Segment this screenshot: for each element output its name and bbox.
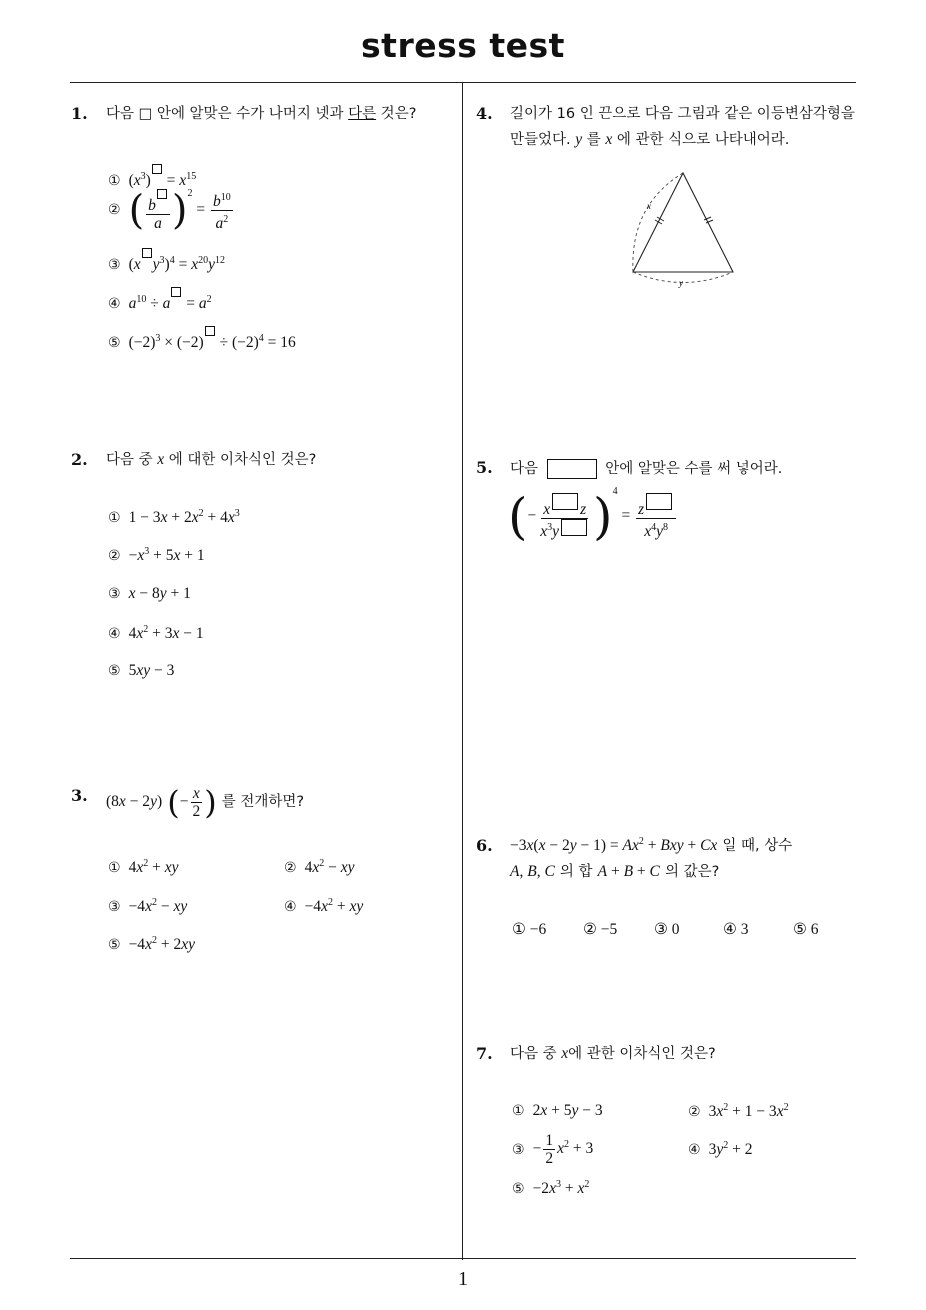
- q2-option-2-marker: ②: [108, 548, 121, 564]
- q3-option-3[interactable]: ③ $-4x^2$ − xy: [108, 897, 188, 915]
- q7-option-1-marker: ①: [512, 1103, 525, 1119]
- page-number: 1: [458, 1268, 468, 1290]
- q7-text-b: 에 관한 이차식인 것은?: [568, 1046, 716, 1062]
- q5-number: 5.: [476, 458, 493, 477]
- q2-option-5-marker: ⑤: [108, 663, 121, 679]
- q7-option-4-marker: ④: [688, 1142, 701, 1158]
- q3-text: 를 전개하면?: [221, 794, 305, 810]
- q5-text-a: 다음: [510, 461, 539, 477]
- q1-text-b: 것은?: [376, 106, 417, 122]
- q7-option-4[interactable]: ④ $3y^2 + 2$: [688, 1140, 753, 1158]
- q4-fig-x-label: x: [647, 201, 651, 211]
- q2-option-4-marker: ④: [108, 626, 121, 642]
- q6-number: 6.: [476, 836, 493, 855]
- q6-line2-text-a: 의 합: [559, 864, 593, 880]
- q1-option-4-marker: ④: [108, 296, 121, 312]
- q5-text-b: 안에 알맞은 수를 써 넣어라.: [605, 461, 783, 477]
- q3-number: 3.: [71, 786, 88, 805]
- q4-text-line2: 만들었다. y 를 x 에 관한 식으로 나타내어라.: [510, 131, 790, 148]
- q6-option-4[interactable]: ④ 3: [723, 921, 749, 938]
- q4-line2-b: 를: [582, 132, 606, 148]
- q4-number: 4.: [476, 104, 493, 123]
- q5-answer-box[interactable]: [547, 459, 597, 479]
- q7-option-3-marker: ③: [512, 1141, 525, 1158]
- q2-option-3-marker: ③: [108, 586, 121, 602]
- q3-option-3-marker: ③: [108, 899, 121, 915]
- q6-line1: $-3x(x - 2y - 1) = Ax^2$ + Bxy + Cx 일 때, 상수: [510, 836, 793, 854]
- bottom-divider: [70, 1258, 856, 1259]
- q7-option-2-marker: ②: [688, 1104, 701, 1120]
- q6-option-2[interactable]: ② −5: [583, 921, 618, 938]
- q2-text-a: 다음 중: [106, 452, 158, 468]
- q2-var: x: [157, 451, 165, 468]
- q2-number: 2.: [71, 450, 88, 469]
- q1-text-underlined: 다른: [348, 106, 377, 122]
- q7-option-5-marker: ⑤: [512, 1181, 525, 1197]
- q5-blank-2[interactable]: [561, 519, 587, 536]
- q6-option-5[interactable]: ⑤ 6: [793, 921, 819, 938]
- q4-text-line1: 길이가 16 인 끈으로 다음 그림과 같은 이등변삼각형을: [510, 106, 855, 122]
- q3-option-2[interactable]: ② $4x^2$ − xy: [284, 858, 355, 876]
- q7-text: [510, 1041, 716, 1067]
- q1-option-2-marker: ②: [108, 201, 121, 218]
- q5-blank-1[interactable]: [552, 493, 578, 510]
- q3-expression: (8x − 2y) (− $\frac{x}{2}$ ) 를 전개하면?: [106, 783, 305, 821]
- q3-option-1-marker: ①: [108, 860, 121, 876]
- q3-option-4[interactable]: ④ $-4x^2$ + xy: [284, 897, 364, 915]
- q2-option-5[interactable]: ⑤ 5xy − 3: [108, 662, 175, 679]
- q1-option-1-marker: ①: [108, 173, 121, 189]
- q3-option-1[interactable]: ① $4x^2$ + xy: [108, 858, 179, 876]
- q1-text-a: 다음 □ 안에 알맞은 수가 나머지 넷과: [106, 106, 349, 122]
- q2-option-4[interactable]: ④ $4x^2 + 3x - 1$: [108, 624, 204, 642]
- q1-number: 1.: [71, 104, 88, 123]
- q6-option-3[interactable]: ③ 0: [654, 921, 680, 938]
- q4-triangle-figure: [620, 165, 750, 295]
- q4-line2-c: 에 관한 식으로 나타내어라.: [612, 132, 790, 148]
- q2-text: [106, 447, 316, 473]
- q2-option-1-marker: ①: [108, 510, 121, 526]
- q1-option-2[interactable]: ② ( $\frac{b}{a}$ )$^2$ = $\frac{b^{10}}{a^2}$: [108, 187, 231, 234]
- q3-option-5-marker: ⑤: [108, 937, 121, 953]
- q7-number: 7.: [476, 1044, 493, 1063]
- q2-option-1[interactable]: ① $1 - 3x + 2x^2 + 4x^3$: [108, 508, 240, 526]
- q1-option-5-marker: ⑤: [108, 335, 121, 351]
- q3-option-2-marker: ②: [284, 860, 297, 876]
- q1-text: [106, 101, 416, 127]
- q5-blank-3[interactable]: [646, 493, 672, 510]
- q1-option-3-marker: ③: [108, 257, 121, 273]
- q5-equation: (− $\frac{\text{x z}}{x^3y}$ )$^4$ = $\frac{z}{x^4y^8}$: [508, 486, 678, 540]
- q3-option-5[interactable]: ⑤ $-4x^2 + 2xy$: [108, 935, 195, 953]
- q4-fig-y-label: y: [679, 278, 683, 288]
- q7-var: x: [561, 1045, 569, 1062]
- q4-line2-a: 만들었다.: [510, 132, 576, 148]
- page-title: stress test: [361, 26, 565, 65]
- q6-option-1[interactable]: ① −6: [512, 921, 547, 938]
- q5-text: [510, 456, 782, 482]
- q1-option-3[interactable]: ③ (x $y^3)^4 = x^{20}y^{12}$: [108, 248, 225, 274]
- q1-option-4[interactable]: ④ $a^{10} \div a = a^2$: [108, 287, 212, 313]
- q6-line1-text: 일 때, 상수: [722, 838, 793, 854]
- q7-option-2[interactable]: ② $3x^2 + 1 - 3x^2$: [688, 1102, 789, 1120]
- q1-option-1[interactable]: ① $(x^3) = x^{15}$: [108, 164, 196, 190]
- q2-text-b: 에 대한 이차식인 것은?: [164, 452, 317, 468]
- q6-line2-text-b: 의 값은?: [664, 864, 720, 880]
- q6-line2: A, B, C 의 합 A + B + C 의 값은?: [510, 863, 720, 880]
- q2-option-2[interactable]: ② $-x^3 + 5x + 1$: [108, 546, 205, 564]
- q2-option-3[interactable]: ③ x − 8y + 1: [108, 585, 191, 602]
- q7-option-1[interactable]: ① 2x + 5y − 3: [512, 1102, 603, 1119]
- q1-option-5[interactable]: ⑤ $(-2)^3 \times (-2) \div (-2)^4 = 16$: [108, 326, 296, 352]
- q3-option-4-marker: ④: [284, 899, 297, 915]
- q7-option-5[interactable]: ⑤ $-2x^3 + x^2$: [512, 1179, 590, 1197]
- column-divider: [462, 82, 463, 1260]
- q7-option-3[interactable]: ③ − $\frac{1}{2}$ $x^2 + 3$: [512, 1132, 594, 1167]
- q7-text-a: 다음 중: [510, 1046, 562, 1062]
